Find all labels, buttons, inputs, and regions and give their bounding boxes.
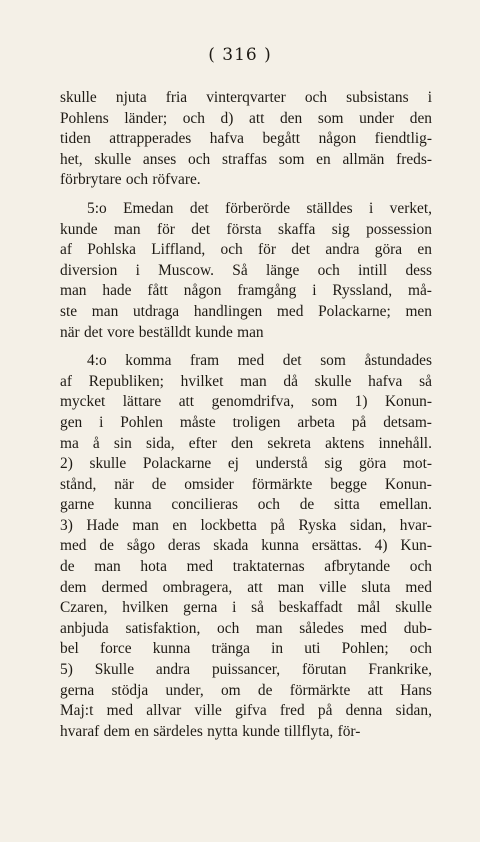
word: som xyxy=(317,109,344,127)
word: med xyxy=(237,352,265,370)
word: andra xyxy=(325,241,360,259)
word: af xyxy=(60,372,72,390)
word: lättare xyxy=(122,393,162,411)
word: gerna xyxy=(60,681,95,699)
word: och xyxy=(317,261,340,279)
word: Pohlen xyxy=(120,413,163,431)
word: 5:o xyxy=(87,199,107,217)
word: då xyxy=(283,372,298,390)
page-number: ( 316 ) xyxy=(208,45,272,65)
word: ställdes xyxy=(306,199,353,217)
word: ombragera, xyxy=(162,578,233,596)
word: kunde xyxy=(60,220,98,238)
word: det xyxy=(291,241,311,259)
text-line xyxy=(60,619,432,640)
word: Skulle xyxy=(94,661,135,679)
word: gen xyxy=(60,413,83,431)
word: på xyxy=(317,702,333,720)
word: lockbetta xyxy=(200,516,257,534)
word: de xyxy=(151,475,167,493)
word: utdraga xyxy=(132,302,180,320)
word: omsider xyxy=(184,475,234,493)
text-line xyxy=(60,516,432,537)
word: dermed xyxy=(101,578,148,596)
word: puissancer, xyxy=(211,661,281,679)
word: kunna xyxy=(152,640,191,658)
word: förmärkte xyxy=(251,475,313,493)
word: straffas xyxy=(222,150,268,168)
word: förutan xyxy=(302,661,347,679)
text-line xyxy=(60,240,432,261)
word: traktaternas xyxy=(232,558,305,576)
word: man xyxy=(114,220,141,238)
word: deras xyxy=(167,537,201,555)
word: att xyxy=(367,681,384,699)
word: allvar xyxy=(146,702,182,720)
word: detsam- xyxy=(383,413,432,431)
word: dem xyxy=(60,578,87,596)
word: men xyxy=(405,302,432,320)
word: hafva xyxy=(368,372,403,390)
word: sig xyxy=(324,455,343,473)
text-line xyxy=(60,109,432,130)
word: kunde xyxy=(195,323,233,341)
word: det xyxy=(191,220,211,238)
word: subsistans xyxy=(346,89,409,106)
word: skulle xyxy=(60,89,97,106)
text-line xyxy=(60,722,432,743)
word: det xyxy=(83,323,103,341)
word: mål xyxy=(357,599,381,617)
word: gifva xyxy=(235,702,267,720)
word: dem xyxy=(103,722,131,740)
word: skaffa xyxy=(277,220,316,238)
word: kunna xyxy=(261,537,299,555)
word: beställdt xyxy=(138,323,191,341)
word: första xyxy=(226,220,262,238)
word: de xyxy=(299,496,315,514)
paragraph-p3 xyxy=(60,351,432,742)
word: man xyxy=(132,516,159,534)
word: begge xyxy=(330,475,368,493)
word: fram xyxy=(190,352,220,370)
text-line xyxy=(60,681,432,702)
word: Polackarne xyxy=(142,455,212,473)
word: satisfaktion, xyxy=(125,619,201,637)
word: Ryssland, xyxy=(332,282,393,300)
word: de xyxy=(99,537,114,555)
word: emellan. xyxy=(379,496,432,514)
word: på xyxy=(270,516,285,534)
text-line xyxy=(60,578,432,599)
word: sida, xyxy=(145,434,175,452)
word: Maj:t xyxy=(60,702,94,720)
word: skulle xyxy=(395,599,432,617)
word: å xyxy=(92,434,100,452)
word: in xyxy=(271,640,284,658)
word: skulle xyxy=(89,455,127,473)
text-line xyxy=(60,372,432,393)
word: handlingen xyxy=(193,302,263,320)
word: när xyxy=(60,323,80,341)
word: Frankrike, xyxy=(368,661,432,679)
text-line xyxy=(60,351,432,372)
word: ma xyxy=(60,434,79,452)
word: genomdrifva, xyxy=(211,393,295,411)
word: man xyxy=(277,578,305,596)
text-line xyxy=(60,701,432,722)
word: när xyxy=(114,475,134,493)
word: Liffland, xyxy=(151,241,206,259)
paragraph-gap xyxy=(60,191,432,199)
word: Czaren, xyxy=(60,599,108,617)
word: med xyxy=(360,619,387,637)
word: sekreta xyxy=(267,434,311,452)
word: den xyxy=(409,109,432,127)
word: Hans xyxy=(400,681,432,699)
word: att xyxy=(247,578,263,596)
word: man xyxy=(240,372,267,390)
word: man xyxy=(256,619,283,637)
word: förmärkte xyxy=(289,681,351,699)
word: förberörde xyxy=(225,199,291,217)
word: allmän xyxy=(342,150,385,168)
word: 4:o xyxy=(87,352,107,370)
word: Konun- xyxy=(384,475,432,493)
word: så xyxy=(251,599,264,617)
word: och xyxy=(125,171,149,189)
word: Pohlens xyxy=(60,109,109,127)
text-line xyxy=(60,302,432,323)
word: för xyxy=(258,241,276,259)
word: tiden xyxy=(60,130,91,148)
word: med xyxy=(106,702,134,720)
word: fått xyxy=(147,282,168,300)
word: 4) xyxy=(374,537,388,555)
word: skulle xyxy=(314,372,352,390)
word: 5) xyxy=(60,661,73,679)
word: måste xyxy=(179,413,216,431)
text-line xyxy=(60,261,432,282)
word: en xyxy=(316,150,331,168)
word: Emedan xyxy=(123,199,174,217)
word: med xyxy=(405,578,432,596)
word: så xyxy=(419,372,432,390)
word: intill xyxy=(358,261,388,279)
paragraph-p1 xyxy=(60,88,432,191)
word: och xyxy=(220,241,243,259)
word: bel xyxy=(60,640,79,658)
text-line xyxy=(60,660,432,681)
word: en xyxy=(172,516,187,534)
text-line xyxy=(60,434,432,455)
word: tränga xyxy=(211,640,250,658)
word: den xyxy=(231,434,254,452)
word: sig xyxy=(331,220,350,238)
word: i xyxy=(427,89,432,106)
word: arbeta xyxy=(297,413,335,431)
word: sin xyxy=(113,434,132,452)
word: af xyxy=(60,241,72,259)
word: diversion xyxy=(60,261,118,279)
word: fria xyxy=(165,89,188,106)
word: och xyxy=(182,109,205,127)
paragraph-p2 xyxy=(60,199,432,343)
word: concilieras xyxy=(171,496,238,514)
word: Pohlska xyxy=(87,241,136,259)
word: vinterqvarter xyxy=(206,89,286,106)
word: freds- xyxy=(396,150,432,168)
word: på xyxy=(351,413,367,431)
word: och xyxy=(217,619,240,637)
word: fiendtlig- xyxy=(374,130,432,148)
word: Ryska xyxy=(298,516,337,534)
word: andra xyxy=(155,661,191,679)
word: som xyxy=(320,352,346,370)
word: uti xyxy=(304,640,321,658)
word: göra xyxy=(358,455,387,473)
word: för xyxy=(156,220,175,238)
word: må- xyxy=(407,282,432,300)
word: som xyxy=(311,393,338,411)
word: Republiken; xyxy=(88,372,164,390)
word: Polackarne; xyxy=(318,302,391,320)
text-line xyxy=(60,129,432,150)
word: länge xyxy=(265,261,300,279)
word: framgång xyxy=(237,282,297,300)
word: åstundades xyxy=(364,352,432,370)
word: att xyxy=(248,109,265,127)
word: het, xyxy=(60,150,83,168)
word: Pohlen; xyxy=(341,640,389,658)
text-line xyxy=(60,170,432,191)
word: skulle xyxy=(94,150,132,168)
word: att xyxy=(178,393,195,411)
word: röfvare. xyxy=(152,171,201,189)
word: med xyxy=(276,302,304,320)
word: garne xyxy=(60,496,95,514)
word: de xyxy=(257,681,273,699)
word: den xyxy=(279,109,303,127)
word: gerna xyxy=(183,599,218,617)
text-line xyxy=(60,150,432,171)
word: med xyxy=(186,558,214,576)
word: i xyxy=(369,199,374,217)
word: understå xyxy=(255,455,308,473)
word: dess xyxy=(405,261,432,279)
word: hvar- xyxy=(399,516,432,534)
word: och xyxy=(304,89,328,106)
word: d) xyxy=(220,109,234,127)
word: aktens xyxy=(325,434,365,452)
text-line xyxy=(60,220,432,241)
word: Så xyxy=(232,261,248,279)
word: göra xyxy=(374,241,403,259)
word: sluta xyxy=(361,578,391,596)
word: denna xyxy=(345,702,383,720)
text-line xyxy=(60,323,432,344)
word: innehåll. xyxy=(378,434,432,452)
word: de xyxy=(60,558,75,576)
word: under xyxy=(359,109,395,127)
word: stödja xyxy=(111,681,149,699)
word: man xyxy=(91,302,119,320)
body-text xyxy=(60,88,432,742)
word: någon xyxy=(183,282,222,300)
text-line xyxy=(60,281,432,302)
text-line xyxy=(60,495,432,516)
word: verket, xyxy=(389,199,432,217)
word: sidan, xyxy=(349,516,387,534)
text-line xyxy=(60,413,432,434)
word: det xyxy=(189,199,209,217)
word: ville xyxy=(319,578,347,596)
word: anses xyxy=(142,150,177,168)
word: 1) xyxy=(354,393,368,411)
word: komma xyxy=(125,352,172,370)
text-line xyxy=(60,639,432,660)
word: kunde xyxy=(242,722,280,740)
paragraph-gap xyxy=(60,343,432,351)
word: hade xyxy=(102,282,132,300)
word: force xyxy=(99,640,132,658)
word: dub- xyxy=(403,619,432,637)
word: för- xyxy=(337,722,361,740)
word: troligen xyxy=(232,413,281,431)
word: kunna xyxy=(113,496,152,514)
word: mycket xyxy=(60,393,106,411)
word: mot- xyxy=(402,455,432,473)
word: ville xyxy=(194,702,222,720)
word: hvilken xyxy=(122,599,169,617)
text-line xyxy=(60,557,432,578)
word: i xyxy=(99,413,104,431)
word: under, xyxy=(165,681,204,699)
word: tillflyta, xyxy=(284,722,334,740)
word: fred xyxy=(279,702,305,720)
word: vore xyxy=(107,323,135,341)
word: hafva xyxy=(209,130,244,148)
word: någon xyxy=(318,130,357,148)
word: Konun- xyxy=(384,393,432,411)
word: man xyxy=(60,282,87,300)
text-line xyxy=(60,454,432,475)
word: efter xyxy=(188,434,217,452)
word: det xyxy=(282,352,302,370)
word: beskaffadt xyxy=(278,599,343,617)
word: i xyxy=(312,282,317,300)
word: förbrytare xyxy=(60,171,122,189)
word: som xyxy=(278,150,305,168)
word: med xyxy=(60,537,87,555)
word: attrapperades xyxy=(109,130,192,148)
word: särdeles xyxy=(153,722,203,740)
word: och xyxy=(409,640,432,658)
word: nytta xyxy=(207,722,238,740)
word: Kun- xyxy=(400,537,432,555)
text-line xyxy=(60,598,432,619)
word: och xyxy=(257,496,280,514)
word: afbrytande xyxy=(324,558,391,576)
word: i xyxy=(232,599,237,617)
word: 2) xyxy=(60,455,73,473)
word: anbjuda xyxy=(60,619,109,637)
word: således xyxy=(299,619,344,637)
word: njuta xyxy=(115,89,147,106)
word: Muscow. xyxy=(158,261,214,279)
word: ste xyxy=(60,302,78,320)
word: skada xyxy=(213,537,249,555)
word: 3) xyxy=(60,516,73,534)
word: en xyxy=(134,722,149,740)
word: man xyxy=(94,558,121,576)
text-line xyxy=(60,88,432,109)
text-line xyxy=(60,536,432,557)
word: stånd, xyxy=(60,475,97,493)
word: ersättas. xyxy=(311,537,362,555)
word: Hade xyxy=(86,516,119,534)
word: sitta xyxy=(334,496,360,514)
text-line xyxy=(60,475,432,496)
word: hvaraf xyxy=(60,722,100,740)
word: man xyxy=(237,323,264,341)
word: i xyxy=(135,261,140,279)
word: sågo xyxy=(126,537,156,555)
word: ej xyxy=(227,455,239,473)
word: possession xyxy=(366,220,432,238)
word: och xyxy=(188,150,211,168)
word: hvilket xyxy=(180,372,224,390)
text-line xyxy=(60,199,432,220)
text-line xyxy=(60,392,432,413)
word: sidan, xyxy=(395,702,432,720)
word: om xyxy=(220,681,241,699)
word: och xyxy=(409,558,432,576)
word: hota xyxy=(140,558,167,576)
word: länder; xyxy=(124,109,168,127)
word: begått xyxy=(262,130,301,148)
word: en xyxy=(417,241,432,259)
